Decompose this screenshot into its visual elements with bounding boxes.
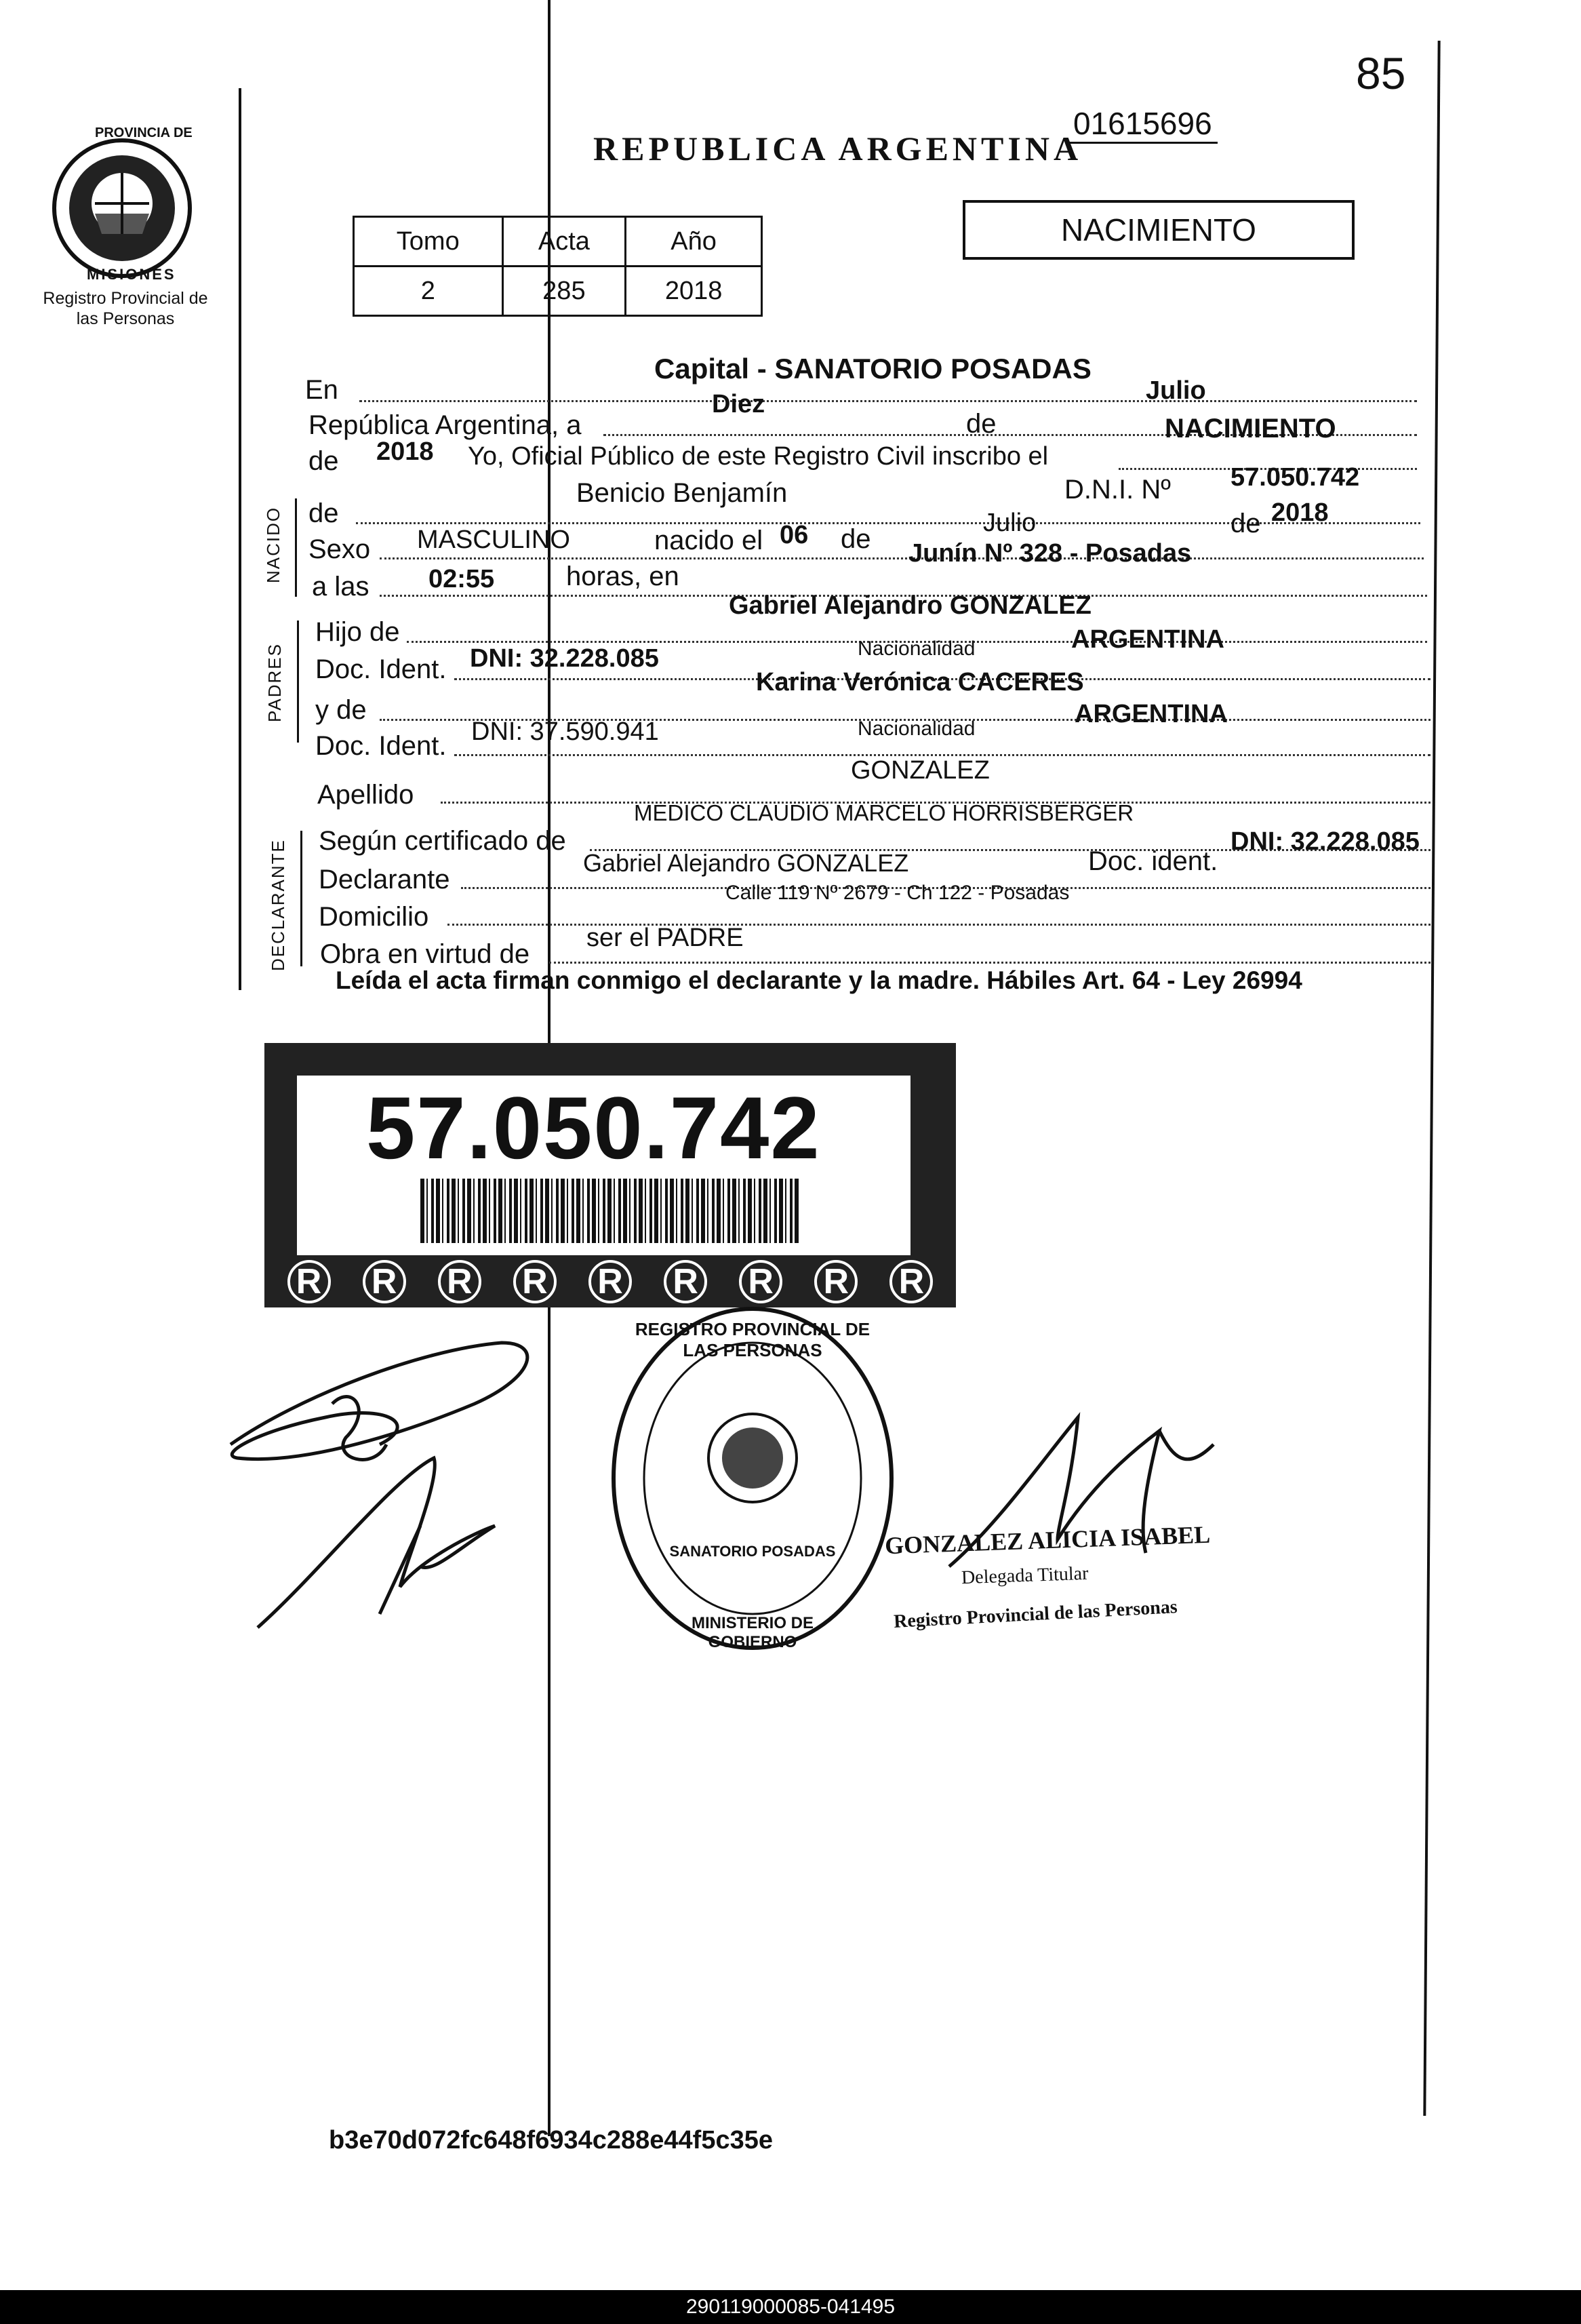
official-title: Delegada Titular [961, 1562, 1089, 1589]
tomo-header: Tomo [354, 217, 503, 267]
domicilio-value: Calle 119 Nº 2679 - Ch 122 - Posadas [725, 882, 1070, 904]
declarant-signature [217, 1302, 624, 1655]
misiones-seal-logo [47, 132, 197, 285]
mother-nat: ARGENTINA [1075, 700, 1228, 728]
declarante-value: Gabriel Alejandro GONZALEZ [583, 849, 909, 877]
mother-name: Karina Verónica CACERES [756, 668, 1084, 696]
sticker-r-letter: R [739, 1260, 782, 1303]
closing-text: Leída el acta firman conmigo el declarante y la madre. Hábiles Art. 64 - Ley 26994 [336, 966, 1302, 994]
obra-value: ser el PADRE [586, 924, 744, 952]
dni-value: 57.050.742 [1230, 463, 1360, 492]
stamp-ring-text: REGISTRO PROVINCIAL DE LAS PERSONAS [635, 1319, 870, 1360]
month-value: Julio [1146, 376, 1206, 405]
birth-de-label: de [841, 524, 871, 554]
de-year-label: de [308, 446, 339, 476]
dni-sticker [264, 1043, 956, 1307]
sticker-r-letter: R [363, 1260, 406, 1303]
serial-number: 01615696 [1068, 105, 1218, 144]
acta-value: 285 [502, 267, 626, 316]
footer-code: 290119000085-041495 [0, 2290, 1581, 2324]
act-value: NACIMIENTO [1165, 414, 1336, 444]
birth-year: 2018 [1271, 498, 1329, 527]
name-label: de [308, 498, 339, 528]
sticker-r-letter: R [889, 1260, 933, 1303]
name-line [356, 522, 1420, 524]
father-dni: DNI: 32.228.085 [470, 644, 659, 673]
birth-de2-label: de [1230, 509, 1261, 538]
sticker-barcode [420, 1179, 800, 1243]
de-label: de [966, 409, 997, 439]
official-name: GONZALEZ ALICIA ISABEL [884, 1520, 1211, 1560]
birth-day: 06 [780, 521, 809, 549]
republica-label: República Argentina, a [308, 410, 582, 440]
declarante-bracket [300, 831, 302, 966]
birth-month: Julio [983, 509, 1037, 537]
sticker-number: 57.050.742 [366, 1078, 821, 1177]
country-title: REPUBLICA ARGENTINA [593, 130, 1083, 168]
segun-label: Según certificado de [319, 826, 566, 856]
stamp-bottom-text: MINISTERIO DE GOBIERNO [691, 1614, 814, 1651]
tomo-value: 2 [354, 267, 503, 316]
stamp-inner-text: SANATORIO POSADAS [669, 1543, 836, 1560]
anio-value: 2018 [626, 267, 762, 316]
side-label-nacido: NACIDO [263, 506, 283, 583]
anio-header: Año [626, 217, 762, 267]
sticker-r-letter: R [814, 1260, 858, 1303]
official-office: Registro Provincial de las Personas [893, 1596, 1178, 1632]
seal-bottom-text: MISIONES [87, 266, 176, 283]
sticker-r-letter: R [287, 1260, 331, 1303]
sticker-r-letter: R [588, 1260, 632, 1303]
nacido-bracket [295, 498, 297, 597]
nac-label: Nacionalidad [858, 637, 976, 660]
sticker-r-letter: R [664, 1260, 707, 1303]
certificate-value: MEDICO CLAUDIO MARCELO HORRISBERGER [634, 800, 1134, 825]
acta-header: Acta [502, 217, 626, 267]
time-value: 02:55 [428, 565, 495, 593]
decl-doc-label: Doc. ident. [1088, 846, 1218, 876]
doc-label: Doc. Ident. [315, 654, 447, 684]
official-stamp [607, 1302, 898, 1655]
place-value: Junín Nº 328 - Posadas [908, 539, 1192, 568]
year-value: 2018 [376, 437, 434, 466]
agency-name: Registro Provincial de las Personas [43, 289, 208, 328]
decl-doc-value: DNI: 32.228.085 [1230, 827, 1420, 856]
side-label-padres: PADRES [264, 643, 285, 722]
name-value: Benicio Benjamín [576, 478, 788, 508]
page-number: 85 [1356, 48, 1406, 98]
day-value: Diez [712, 390, 765, 418]
father-nat: ARGENTINA [1071, 625, 1224, 654]
mother-dni: DNI: 37.590.941 [471, 717, 659, 746]
en-label: En [305, 375, 338, 405]
left-border-line [239, 88, 241, 990]
sticker-r-letter: R [438, 1260, 481, 1303]
obra-label: Obra en virtud de [320, 939, 530, 969]
padres-bracket [297, 621, 299, 743]
yde-label: y de [315, 695, 367, 725]
nacido-label: nacido el [654, 526, 763, 555]
act-type-box: NACIMIENTO [963, 200, 1355, 260]
dni-label: D.N.I. Nº [1064, 475, 1171, 505]
document-hash: b3e70d072fc648f6934c288e44f5c35e [329, 2126, 773, 2154]
sexo-value: MASCULINO [417, 526, 570, 554]
declarante-label: Declarante [319, 865, 450, 894]
horas-label: horas, en [566, 562, 679, 591]
seal-top-text: PROVINCIA DE [95, 125, 193, 140]
sticker-r-letter: R [513, 1260, 557, 1303]
en-line [359, 400, 1417, 402]
apellido-label: Apellido [317, 780, 414, 810]
en-value: Capital - SANATORIO POSADAS [654, 353, 1092, 385]
sticker-r-row [271, 1260, 949, 1302]
right-border-line [1423, 41, 1440, 2116]
alas-label: a las [312, 572, 369, 602]
doc-label2: Doc. Ident. [315, 731, 447, 761]
nac-label2: Nacionalidad [858, 717, 976, 740]
domicilio-label: Domicilio [319, 902, 429, 932]
apellido-value: GONZALEZ [851, 756, 990, 785]
father-name: Gabriel Alejandro GONZALEZ [729, 591, 1092, 620]
hijo-label: Hijo de [315, 617, 400, 647]
act-register-table [353, 216, 763, 317]
yo-text: Yo, Oficial Público de este Registro Civil inscribo el [468, 442, 1049, 471]
sexo-line [380, 557, 1424, 559]
sexo-label: Sexo [308, 534, 371, 564]
side-label-declarante: DECLARANTE [268, 839, 288, 971]
